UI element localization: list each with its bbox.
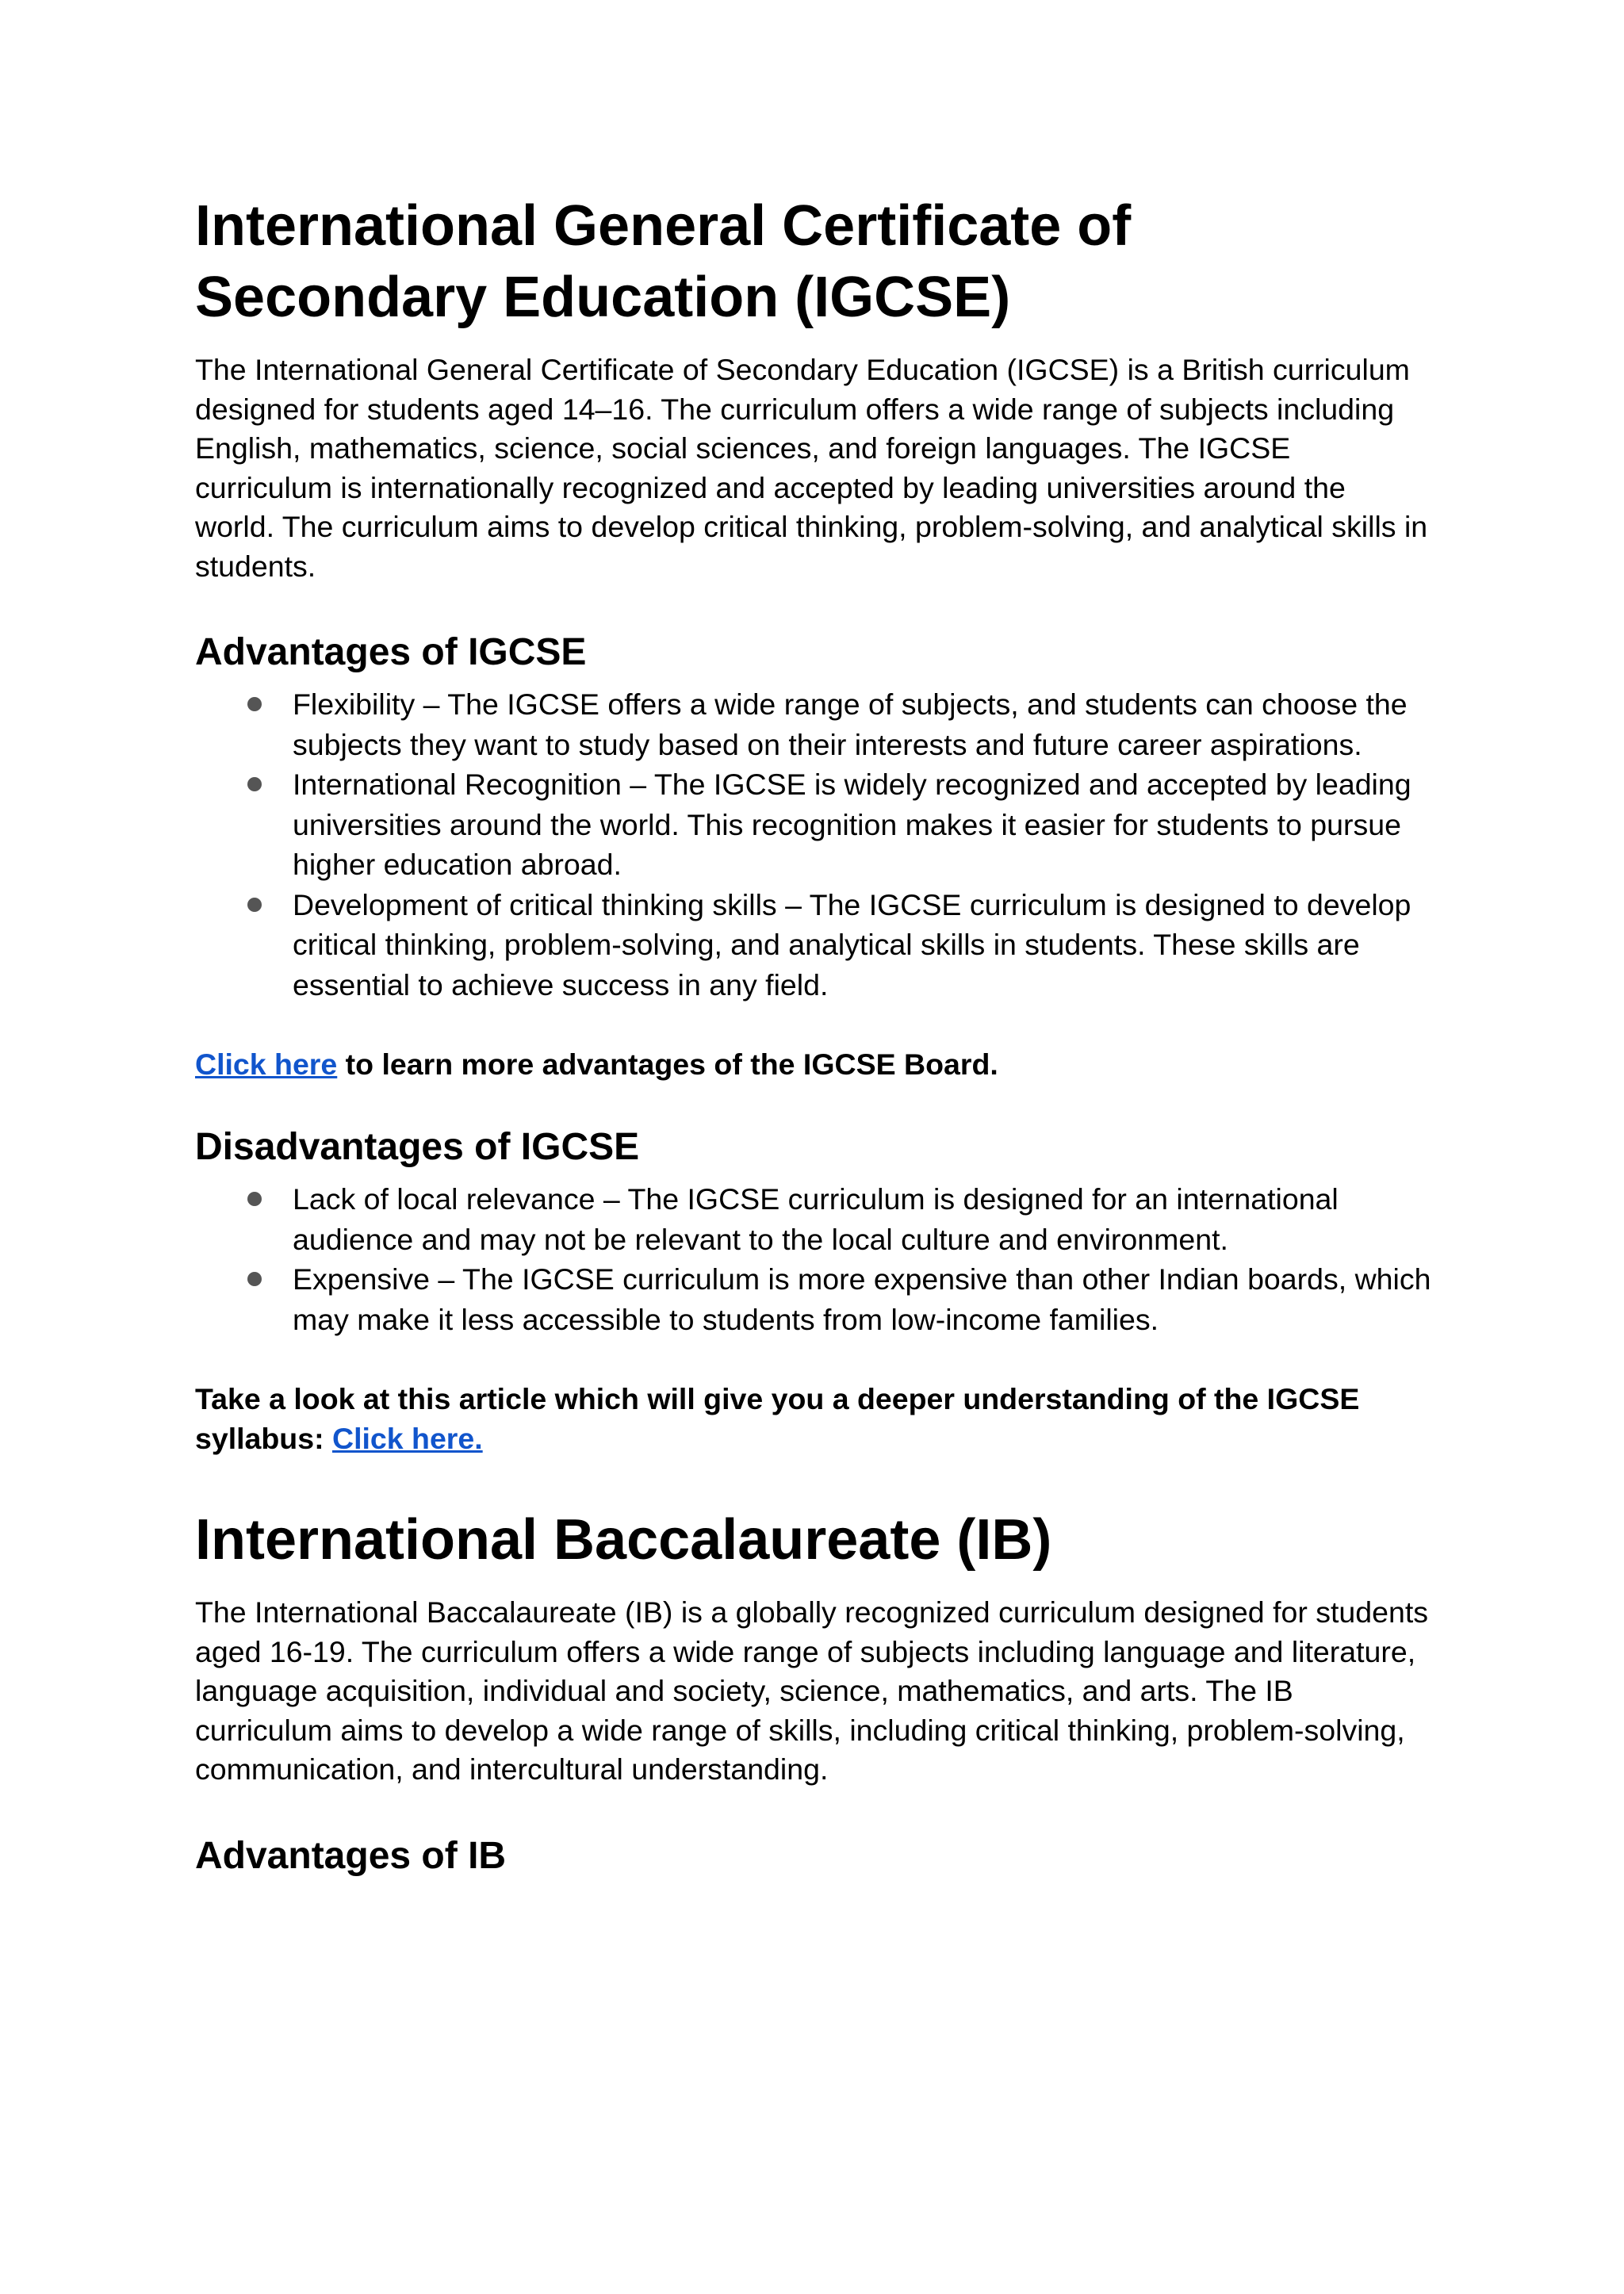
igcse-more-advantages-line — [195, 1044, 1432, 1084]
igcse-advantages-list — [195, 684, 1432, 1005]
igcse-intro-paragraph: The International General Certificate of Secondary Education (IGCSE) is a British curriculum designed for students aged 14–16. The curriculum offers a wide range of subjects including English, mathematics, science, social sciences, and foreign languages. The IGCSE curriculum is internationally recognized and accepted by leading universities around the world. The curriculum aims to develop critical thinking, problem-solving, and analytical skills in students. — [195, 353, 1428, 583]
article-text: Take a look at this article which will give you a deeper understanding of the IGCSE syllabus: — [195, 1382, 1360, 1455]
igcse-article-line — [195, 1379, 1432, 1458]
list-item — [195, 1179, 1432, 1259]
list-item — [195, 684, 1432, 764]
list-item-text: Expensive – The IGCSE curriculum is more expensive than other Indian boards, which may make it less accessible to students from low-income families. — [293, 1262, 1431, 1336]
bullet-icon — [247, 777, 262, 791]
list-item — [195, 1259, 1432, 1339]
more-advantages-text: to learn more advantages of the IGCSE Board. — [337, 1047, 998, 1081]
list-item — [195, 764, 1432, 885]
list-item-text: Flexibility – The IGCSE offers a wide range of subjects, and students can choose the subjects they want to study based on their interests and future career aspirations. — [293, 687, 1408, 761]
list-item-text: Development of critical thinking skills – The IGCSE curriculum is designed to develop critical thinking, problem-solving, and analytical skills in students. These skills are essential to achieve success in any field. — [293, 887, 1411, 1001]
more-advantages-link[interactable]: Click here — [195, 1047, 338, 1081]
list-item-text: Lack of local relevance – The IGCSE curriculum is designed for an international audience and may not be relevant to the local culture and environment. — [293, 1182, 1339, 1256]
document-page — [195, 190, 1432, 1880]
igcse-title: International General Certificate of Secondary Education (IGCSE) — [195, 194, 1132, 329]
list-item — [195, 885, 1432, 1005]
ib-title: International Baccalaureate (IB) — [195, 1508, 1052, 1572]
bullet-icon — [247, 1272, 262, 1286]
igcse-disadvantages-heading: Disadvantages of IGCSE — [195, 1126, 640, 1168]
list-item-text: International Recognition – The IGCSE is widely recognized and accepted by leading universities around the world. This recognition makes it easier for students to pursue higher education abroad. — [293, 768, 1411, 881]
syllabus-article-link[interactable]: Click here. — [331, 1422, 483, 1455]
ib-advantages-heading: Advantages of IB — [195, 1834, 507, 1877]
bullet-icon — [247, 697, 262, 711]
ib-intro-paragraph: The International Baccalaureate (IB) is a globally recognized curriculum designed for students aged 16-19. The curriculum offers a wide range of subjects including language and literature, language acquisition, individual and society, science, mathematics, and arts. The IB curriculum aims to develop a wide range of skills, including critical thinking, problem-solving, communication, and intercultural understanding. — [195, 1595, 1429, 1786]
bullet-icon — [247, 1192, 262, 1206]
igcse-disadvantages-list — [195, 1179, 1432, 1339]
bullet-icon — [247, 898, 262, 912]
igcse-advantages-heading: Advantages of IGCSE — [195, 631, 587, 673]
